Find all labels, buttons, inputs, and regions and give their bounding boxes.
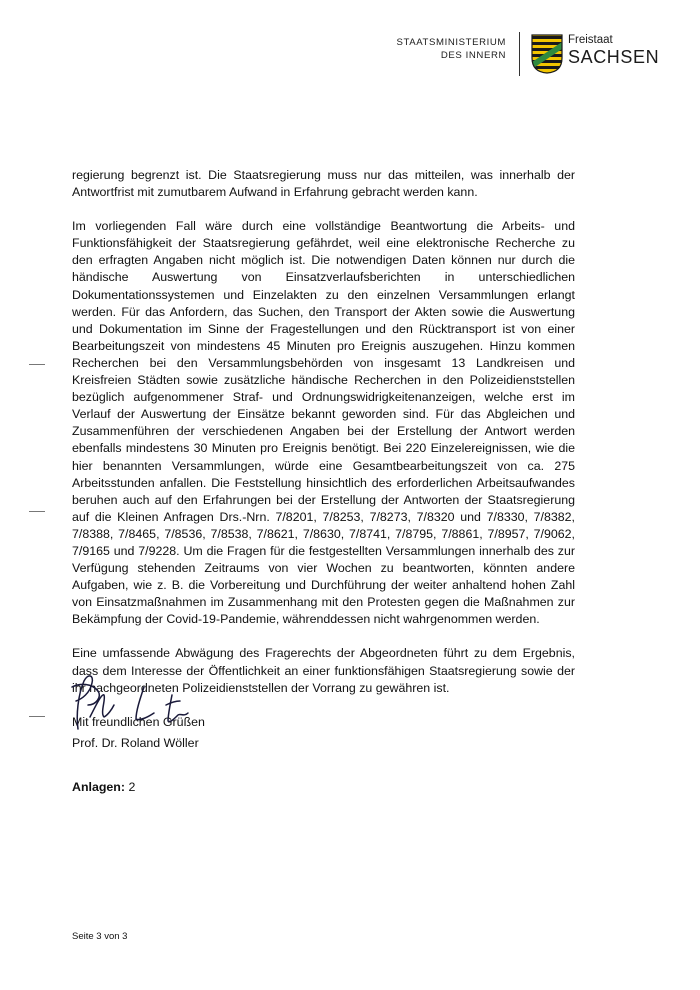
- ministry-name: [364, 36, 506, 62]
- handwritten-signature: [60, 665, 210, 735]
- fold-mark-1: [29, 364, 45, 365]
- paragraph: regierung begrenzt ist. Die Staatsregierung muss nur das mitteilen, was innerhalb der Antwortfrist mit zumutbarem Aufwand in Erfahrung gebracht werden kann.: [72, 168, 575, 200]
- ministry-line-1: STAATSMINISTERIUM: [396, 37, 506, 48]
- annex-line: [72, 780, 135, 794]
- annex-count: 2: [128, 780, 136, 794]
- paragraph: Im vorliegenden Fall wäre durch eine vollständige Beantwortung die Arbeits- und Funktionsfähigkeit der Staatsregierung gefährdet, weil eine elektronische Recherche zu den erfragten Angaben nicht möglich ist. Die notwendigen Daten können nur durch die händische Auswertung von Einsatzverlaufsberichten in unterschiedlichen Dokumentationssystemen und Einzelakten zu den einzelnen Versammlungen erlangt werden. Für das Anfordern, das Suchen, den Transport der Akten sowie die Auswertung und Dokumentation im Sinne der Fragestellungen und den Rücktransport ist von einer Bearbeitungszeit von mindestens 45 Minuten pro Ereignis auszugehen. Hinzu kommen Recherchen bei den Versammlungsbehörden von insgesamt 13 Landkreisen und Kreisfreien Städten sowie zusätzliche händische Recherchen in den Polizeidienststellen bezüglich aufgenommener Straf- und Ordnungswidrigkeitenanzeigen, welche erst im Verlauf der Auswertung der Einsätze bekannt geworden sind. Für das Abgleichen und Zusammenführen der verschiedenen Angaben bei der Erstellung der Antwort werden ebenfalls mindestens 30 Minuten pro Ereignis benötigt. Bei 220 Einzelereignissen, wie die hier benannten Versammlungen, würde eine Gesamtbearbeitungszeit von ca. 275 Arbeitsstunden anfallen. Die Feststellung hinsichtlich des erforderlichen Arbeitsaufwandes beruhen auch auf den Erfahrungen bei der Erstellung der Antworten der Staatsregierung auf die Kleinen Anfragen Drs.-Nrn. 7/8201, 7/8253, 7/8273, 7/8320 und 7/8330, 7/8382, 7/8388, 7/8465, 7/8536, 7/8538, 7/8621, 7/8630, 7/8741, 7/8795, 7/8861, 7/8957, 7/9062, 7/9165 und 7/9228. Um die Fragen für die festgestellten Versammlungen innerhalb des zur Verfügung stehenden Zeitraums von vier Wochen zu beantworten, könnten andere Aufgaben, wie z. B. die Vorbereitung und Durchführung der weiter anhaltend hohen Zahl von Einsatzmaßnahmen im Zusammenhang mit den Protesten gegen die Maßnahmen zur Bekämpfung der Covid-19-Pandemie, währenddessen nicht wahrgenommen werden.: [72, 219, 575, 627]
- signer-name: Prof. Dr. Roland Wöller: [72, 736, 199, 750]
- header-divider: [519, 32, 520, 76]
- letterhead: [364, 32, 664, 76]
- page-number: Seite 3 von 3: [72, 931, 128, 942]
- annex-label: Anlagen:: [72, 780, 126, 794]
- fold-mark-2: [29, 511, 45, 512]
- paragraph: Eine umfassende Abwägung des Fragerechts der Abgeordneten führt zu dem Ergebnis, dass dem Interesse der Öffentlichkeit an einer funktionsfähigen Staatsregierung sowie der ihr nachgeordneten Polizeidienststellen der Vorrang zu gewähren ist.: [72, 646, 575, 695]
- logo-sachsen: SACHSEN: [568, 47, 660, 67]
- closing-greeting: Mit freundlichen Grüßen: [72, 714, 205, 729]
- fold-mark-3: [29, 716, 45, 717]
- logo-freistaat: Freistaat: [568, 34, 613, 46]
- ministry-line-2: DES INNERN: [440, 50, 506, 61]
- letter-body: [72, 167, 575, 748]
- saxony-crest-icon: [531, 34, 563, 74]
